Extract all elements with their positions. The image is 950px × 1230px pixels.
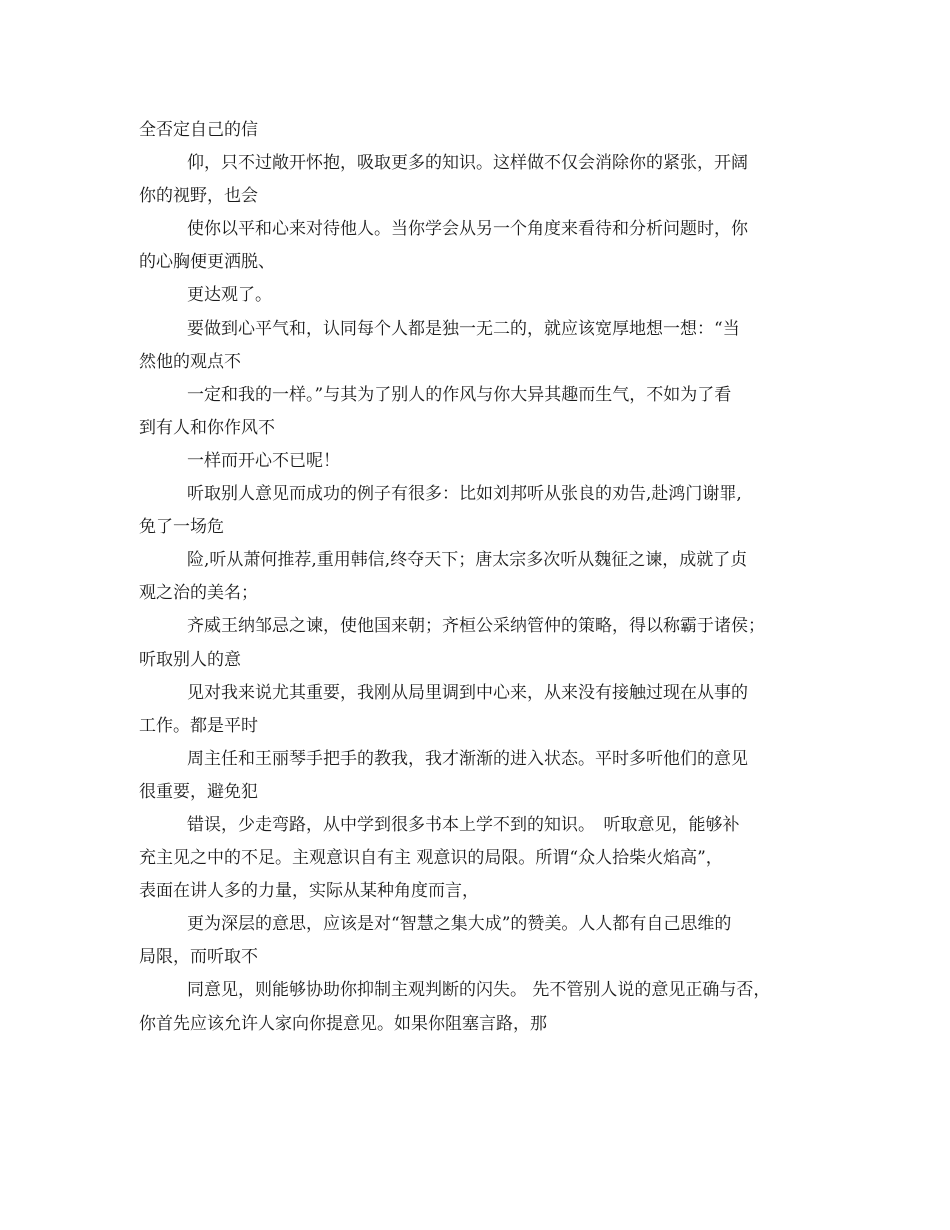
text-line: 错误，少走弯路，从中学到很多书本上学不到的知识。 听取意见，能够补 <box>187 814 740 835</box>
text-line: 险,听从萧何推荐,重用韩信,终夺天下；唐太宗多次听从魏征之谏，成就了贞 <box>187 550 748 571</box>
text-line: 很重要，避免犯 <box>139 781 258 802</box>
text-line: 听取别人的意 <box>139 649 241 670</box>
text-line: 同意见，则能够协助你抑制主观判断的闪失。 先不管别人说的意见正确与否， <box>187 980 771 1001</box>
text-line: 到有人和你作风不 <box>139 417 275 438</box>
text-line: 更为深层的意思，应该是对“智慧之集大成”的赞美。人人都有自己思维的 <box>187 914 732 935</box>
text-line: 齐威王纳邹忌之谏，使他国来朝；齐桓公采纳管仲的策略，得以称霸于诸侯； <box>187 616 765 637</box>
text-line: 全否定自己的信 <box>139 120 258 140</box>
text-line: 周主任和王丽琴手把手的教我，我才渐渐的进入状态。平时多听他们的意见 <box>187 748 748 769</box>
text-line: 见对我来说尤其重要，我刚从局里调到中心来，从来没有接触过现在从事的 <box>187 682 748 703</box>
text-line: 表面在讲人多的力量，实际从某种角度而言， <box>139 881 479 902</box>
text-line: 你首先应该允许人家向你提意见。如果你阻塞言路，那 <box>139 1013 547 1034</box>
text-line: 仰，只不过敞开怀抱，吸取更多的知识。这样做不仅会消除你的紧张，开阔 <box>187 153 748 174</box>
text-line: 工作。都是平时 <box>139 715 258 736</box>
text-line: 然他的观点不 <box>139 351 241 372</box>
body-text <box>139 114 819 1041</box>
text-line: 使你以平和心来对待他人。当你学会从另一个角度来看待和分析问题时，你 <box>187 219 748 240</box>
text-line: 观之治的美名； <box>139 583 258 604</box>
text-line: 一样而开心不已呢！ <box>187 450 340 471</box>
text-line: 更达观了。 <box>187 285 272 306</box>
text-line: 免了一场危 <box>139 517 224 538</box>
text-line: 你的视野，也会 <box>139 186 258 207</box>
text-line: 局限，而听取不 <box>139 947 258 968</box>
text-line: 听取别人意见而成功的例子有很多：比如刘邦听从张良的劝告,赴鸿门谢罪, <box>187 484 742 505</box>
text-line: 要做到心平气和，认同每个人都是独一无二的，就应该宽厚地想一想：“当 <box>187 318 740 339</box>
text-line: 充主见之中的不足。主观意识自有主 观意识的局限。所谓“众人拾柴火焰高”， <box>139 848 723 869</box>
text-line: 的心胸便更洒脱、 <box>139 252 275 273</box>
text-line: 一定和我的一样。”与其为了别人的作风与你大异其趣而生气，不如为了看 <box>187 384 732 405</box>
